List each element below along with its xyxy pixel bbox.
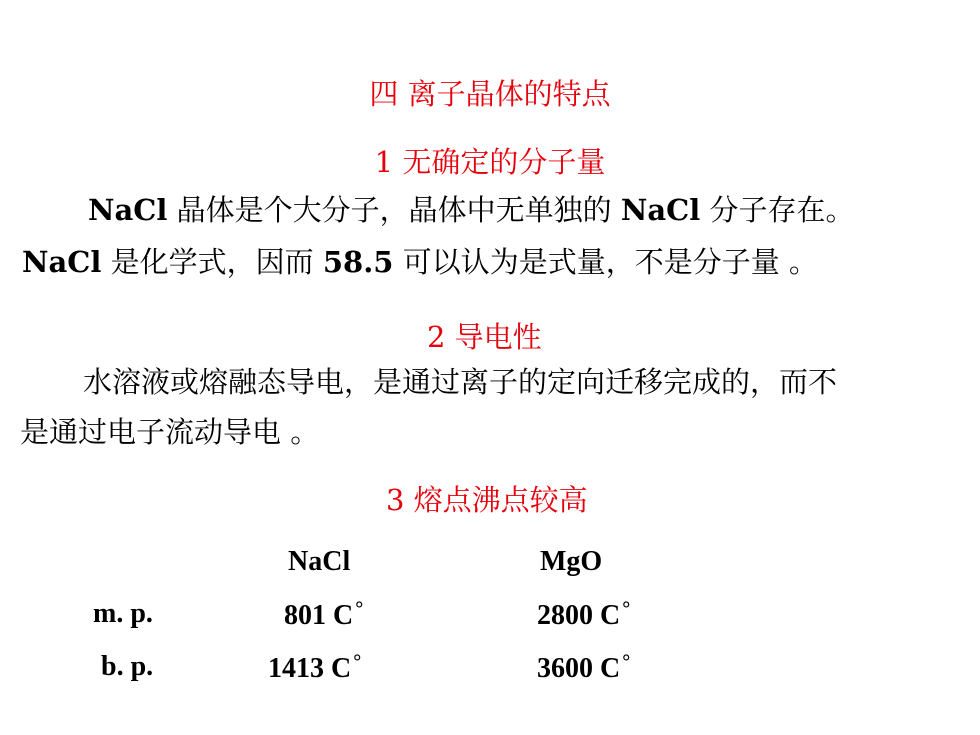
item1-line1: [88, 193, 855, 227]
column-header-nacl: NaCl: [288, 546, 351, 577]
row-label-bp: b. p.: [101, 651, 154, 682]
bp-nacl-value: 1413 C °: [268, 651, 362, 684]
degree-sign: °: [353, 651, 362, 673]
section-title: 四 离子晶体的特点: [369, 77, 611, 111]
degree-sign: °: [622, 651, 631, 673]
bold-term: 58.5: [322, 245, 394, 279]
bp-mgo-value: 3600 C °: [537, 651, 631, 684]
bold-term: NaCl: [88, 193, 168, 227]
item2-heading: 2 导电性: [427, 320, 542, 354]
text-segment: 是化学式，因而: [101, 245, 323, 279]
item2-line2: 是通过电子流动导电 。: [20, 415, 320, 449]
text-segment: 分子存在。: [700, 193, 855, 227]
mp-mgo-value: 2800 C °: [537, 598, 631, 631]
item1-line2: [22, 245, 818, 279]
bold-term: NaCl: [22, 245, 102, 279]
text-segment: 晶体是个大分子，晶体中无单独的: [167, 193, 621, 227]
item3-heading: 3 熔点沸点较高: [386, 483, 588, 517]
bold-term: NaCl: [620, 193, 701, 227]
item1-heading: 1 无确定的分子量: [374, 145, 606, 179]
row-label-mp: m. p.: [93, 598, 153, 629]
column-header-mgo: MgO: [540, 546, 603, 577]
mp-nacl-value: 801 C °: [284, 598, 364, 631]
degree-sign: °: [622, 598, 631, 620]
item2-line1: 水溶液或熔融态导电，是通过离子的定向迁移完成的，而不: [83, 365, 838, 399]
text-segment: 可以认为是式量，不是分子量 。: [393, 245, 818, 279]
degree-sign: °: [355, 598, 364, 620]
